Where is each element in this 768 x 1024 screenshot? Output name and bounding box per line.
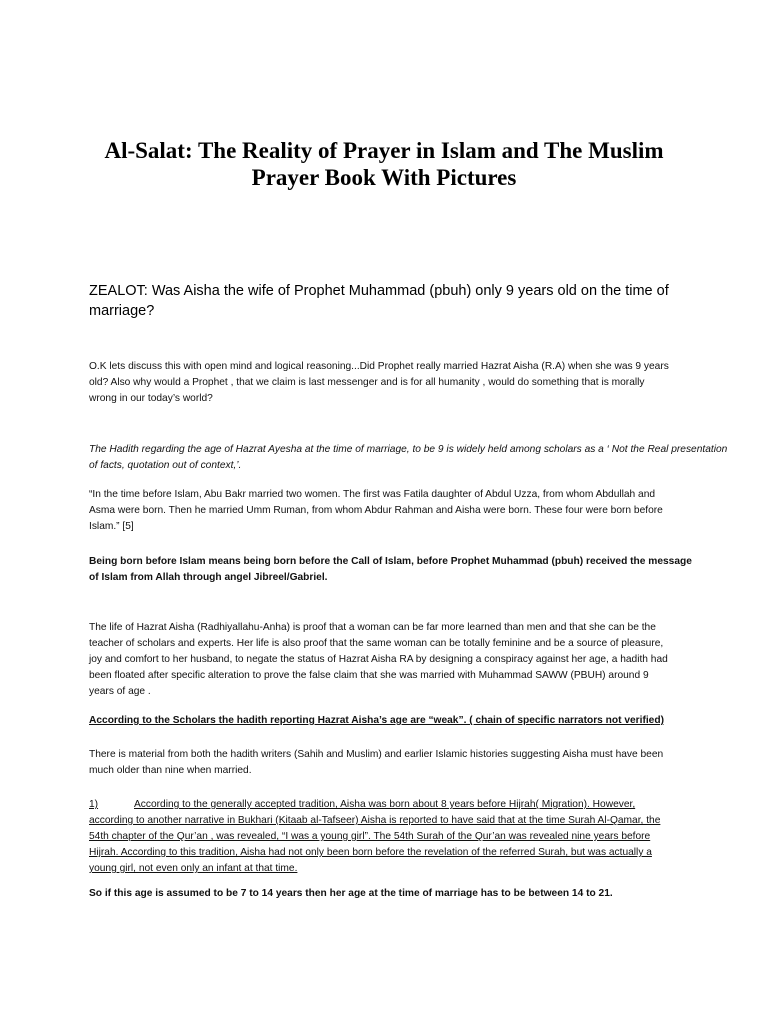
heading-line: marriage? [89,303,155,319]
text-line: of Islam from Allah through angel Jibreel/Gabriel. [89,572,328,583]
list-text: According to the generally accepted tradition, Aisha was born about 8 years before Hijrah( Migration). However, [134,799,636,810]
text-line: There is material from both the hadith writers (Sahih and Muslim) and earlier Islamic histories suggesting Aisha must have been [89,749,664,760]
text-line: Asma were born. Then he married Umm Ruman, from whom Abdur Rahman and Aisha were born. These four were born before [89,505,663,516]
text-line: 54th chapter of the Qur’an , was revealed, “I was a young girl”. The 54th Surah of the Qur’an was revealed nine years before [89,831,651,842]
paragraph-hadith-note [89,442,727,474]
text-line: old? Also why would a Prophet , that we claim is last messenger and is for all humanity , would do something that is morally [89,377,645,388]
paragraph-quote [89,487,663,535]
paragraph-born-before-islam [89,554,692,586]
title-line: Prayer Book With Pictures [251,165,517,190]
text-line: O.K lets discuss this with open mind and logical reasoning...Did Prophet really married Hazrat Aisha (R.A) when she was 9 years [89,361,669,372]
text-line: according to another narrative in Bukhari (Kitaab al-Tafseer) Aisha is reported to have said that at the time Surah Al-Qamar, the [89,815,661,826]
text-line: of facts, quotation out of context,’. [89,460,242,471]
text-line: young girl, not even only an infant at that time. [89,863,298,874]
text-line: According to the Scholars the hadith reporting Hazrat Aisha’s age are “weak”. ( chain of specific narrators not verified) [89,715,664,726]
section-heading [89,281,689,321]
list-number: 1) [89,799,99,810]
list-item [89,797,660,877]
text-line: The Hadith regarding the age of Hazrat Ayesha at the time of marriage, to be 9 is widely held among scholars as a ‘ Not the Real presentation [89,444,728,455]
paragraph-intro [89,359,669,407]
text-line: “In the time before Islam, Abu Bakr married two women. The first was Fatila daughter of Abdul Uzza, from whom Abdullah and [89,489,656,500]
text-line: Hijrah. According to this tradition, Aisha had not only been born before the revelation of the referred Surah, but was actually a [89,847,652,858]
text-line: joy and comfort to her husband, to negate the status of Hazrat Aisha RA by designing a conspiracy against her age, a hadith had [89,654,668,665]
text-line: much older than nine when married. [89,765,252,776]
paragraph-conclusion [89,886,613,902]
text-line: The life of Hazrat Aisha (Radhiyallahu-Anha) is proof that a woman can be far more learned than men and that she can be the [89,622,656,633]
heading-line: ZEALOT: Was Aisha the wife of Prophet Muhammad (pbuh) only 9 years old on the time of [89,283,669,299]
text-line: So if this age is assumed to be 7 to 14 years then her age at the time of marriage has to be between 14 to 21. [89,888,613,899]
text-line: teacher of scholars and experts. Her life is also proof that the same woman can be totally feminine and be a source of pleasure, [89,638,664,649]
paragraph-life-of-aisha [89,620,668,700]
text-line: Being born before Islam means being born before the Call of Islam, before Prophet Muhammad (pbuh) received the message [89,556,692,567]
title-line: Al-Salat: The Reality of Prayer in Islam and The Muslim [104,138,664,163]
document-title [60,137,708,191]
paragraph-scholars-weak [89,713,664,729]
text-line [89,797,660,813]
text-line: been floated after specific alteration to prove the false claim that she was married with Muhammad SAWW (PBUH) around 9 [89,670,649,681]
text-line: years of age . [89,686,151,697]
text-line: Islam.” [5] [89,521,134,532]
paragraph-material [89,747,663,779]
text-line: wrong in our today’s world? [89,393,213,404]
